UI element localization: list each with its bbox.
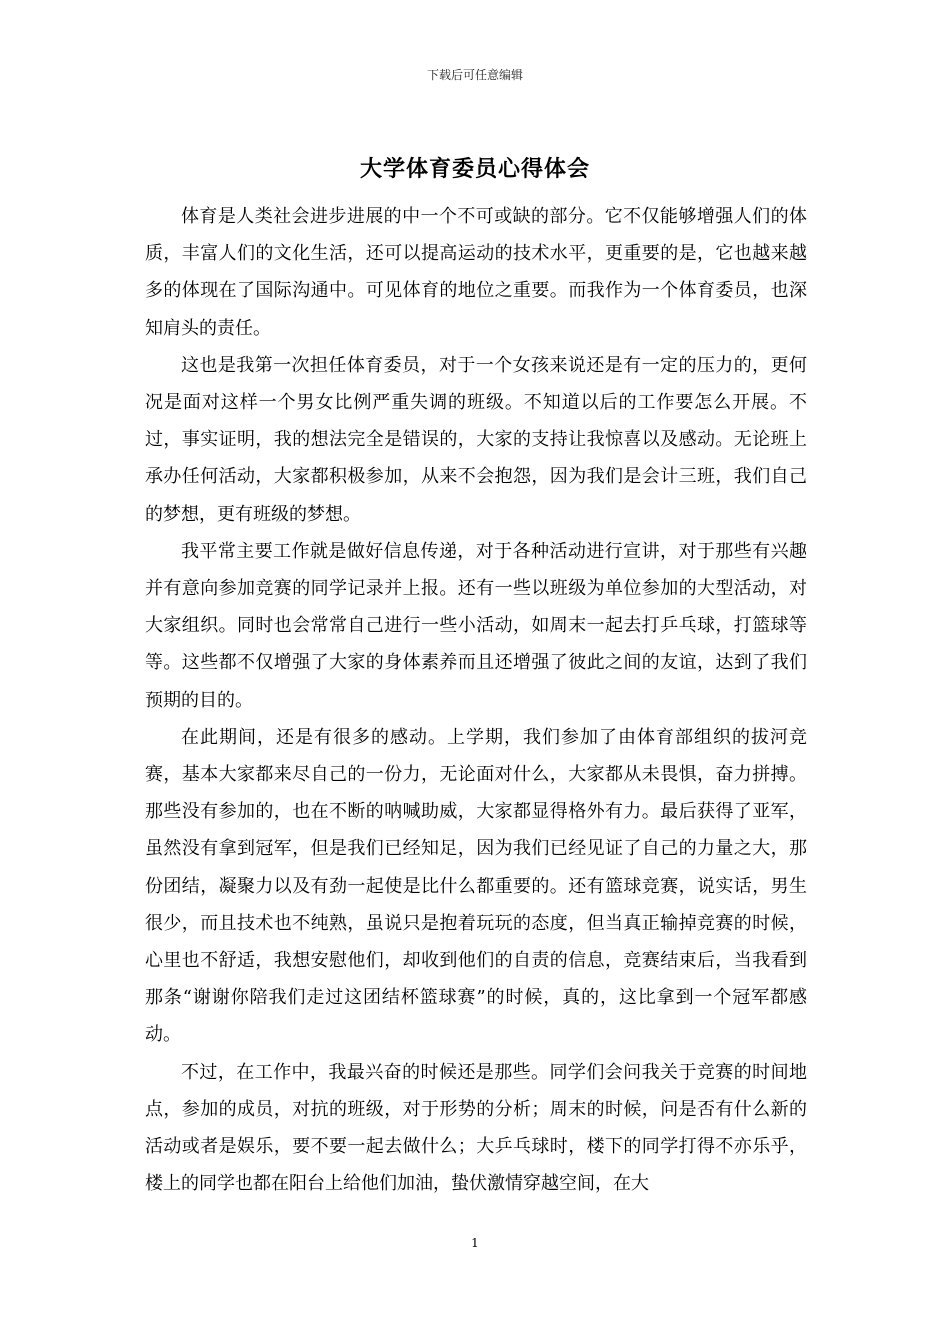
document-body [145, 198, 807, 1202]
document-title: 大学体育委员心得体会 [359, 156, 590, 182]
paragraph: 在此期间，还是有很多的感动。上学期，我们参加了由体育部组织的拔河竞赛，基本大家都来尽自己的一份力，无论面对什么，大家都从未畏惧，奋力拼搏。那些没有参加的，也在不断的呐喊助威，大家都显得格外有力。最后获得了亚军，虽然没有拿到冠军，但是我们已经知足，因为我们已经见证了自己的力量之大，那份团结，凝聚力以及有劲一起使是比什么都重要的。还有篮球竞赛，说实话，男生很少，而且技术也不纯熟，虽说只是抱着玩玩的态度，但当真正输掉竞赛的时候，心里也不舒适，我想安慰他们，却收到他们的自责的信息，竞赛结束后，当我看到那条“谢谢你陪我们走过这团结杯篮球赛”的时候，真的，这比拿到一个冠军都感动。 [145, 726, 807, 1046]
header-note: 下载后可任意编辑 [426, 68, 523, 82]
paragraph: 这也是我第一次担任体育委员，对于一个女孩来说还是有一定的压力的，更何况是面对这样一个男女比例严重失调的班级。不知道以后的工作要怎么开展。不过，事实证明，我的想法完全是错误的，大家的支持让我惊喜以及感动。无论班上承办任何活动，大家都积极参加，从来不会抱怨，因为我们是会计三班，我们自己的梦想，更有班级的梦想。 [145, 354, 807, 525]
page-number: 1 [471, 1236, 479, 1250]
paragraph: 我平常主要工作就是做好信息传递，对于各种活动进行宣讲，对于那些有兴趣并有意向参加竞赛的同学记录并上报。还有一些以班级为单位参加的大型活动，对大家组织。同时也会常常自己进行一些小活动，如周末一起去打乒乓球，打篮球等等。这些都不仅增强了大家的身体素养而且还增强了彼此之间的友谊，达到了我们预期的目的。 [145, 540, 807, 711]
paragraph: 体育是人类社会进步进展的中一个不可或缺的部分。它不仅能够增强人们的体质，丰富人们的文化生活，还可以提高运动的技术水平，更重要的是，它也越来越多的体现在了国际沟通中。可见体育的地位之重要。而我作为一个体育委员，也深知肩头的责任。 [145, 206, 807, 339]
paragraph: 不过，在工作中，我最兴奋的时候还是那些。同学们会问我关于竞赛的时间地点，参加的成员，对抗的班级，对于形势的分析；周末的时候，问是否有什么新的活动或者是娱乐，要不要一起去做什么；大乒乓球时，楼下的同学打得不亦乐乎，楼上的同学也都在阳台上给他们加油，蛰伏激情穿越空间，在大 [145, 1061, 807, 1195]
